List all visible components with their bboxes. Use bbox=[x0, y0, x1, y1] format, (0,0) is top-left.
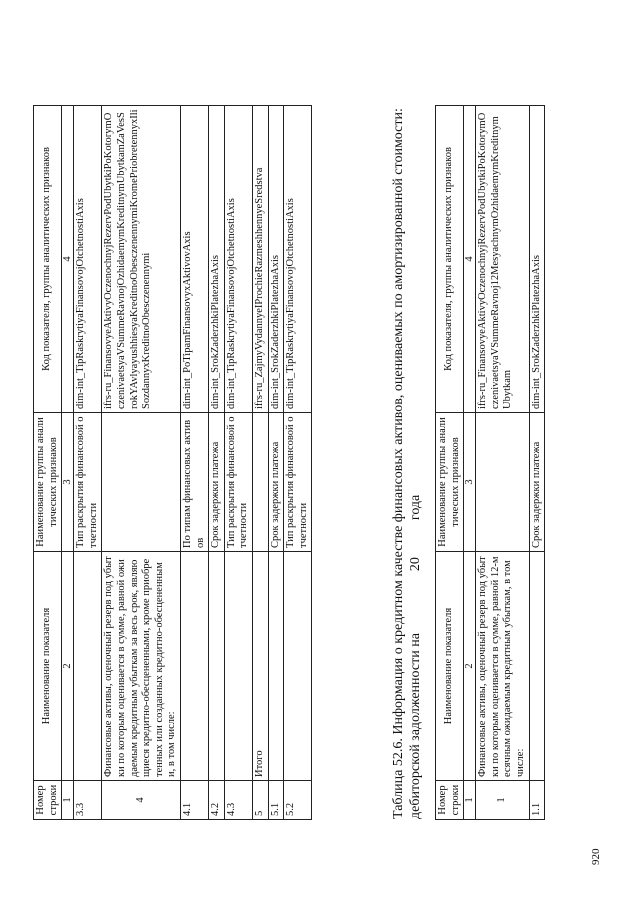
table-row bbox=[252, 106, 268, 820]
column-number: 3 bbox=[62, 413, 74, 552]
header-group-name: Наименование группы аналитических признаков bbox=[34, 413, 62, 552]
row-number: 5.1 bbox=[268, 781, 284, 820]
table-row bbox=[529, 106, 545, 820]
caption-line-2 bbox=[407, 59, 424, 819]
group-name bbox=[252, 413, 268, 552]
column-number: 3 bbox=[464, 413, 476, 552]
indicator-name: Финансовые активы, оценочный резерв под убытки по которым оценивается в сумме, равной 12-месячным ожидаемым кредитным убыткам, в том числе: bbox=[476, 552, 529, 781]
group-name: Тип раскрытия финансовой отчетности bbox=[74, 413, 102, 552]
indicator-name bbox=[209, 552, 225, 781]
group-name: Тип раскрытия финансовой отчетности bbox=[284, 413, 312, 552]
table-row bbox=[102, 106, 181, 820]
row-number: 5 bbox=[252, 781, 268, 820]
table-caption bbox=[390, 59, 424, 819]
column-number: 2 bbox=[464, 552, 476, 781]
caption-year-word: года bbox=[408, 494, 423, 521]
indicator-code: dim-int_PoTipamFinansovyxAktivovAxis bbox=[180, 106, 208, 413]
group-name: По типам финансовых активов bbox=[180, 413, 208, 552]
table-header-row bbox=[34, 106, 62, 820]
indicator-code: dim-int_TipRaskrytiyaFinansovojOtchetnostiAxis bbox=[224, 106, 252, 413]
header-indicator-name: Наименование показателя bbox=[34, 552, 62, 781]
row-number: 4.2 bbox=[209, 781, 225, 820]
table-row bbox=[268, 106, 284, 820]
row-number: 3.3 bbox=[74, 781, 102, 820]
indicator-name bbox=[224, 552, 252, 781]
indicator-code: ifrs-ru_FinansovyeAktivyOczenochnyjRezervPodUbytkiPoKotorymOczenivaetsyaVSummeRavnojOzhidaemymKreditnymUbytkamZaVesSrokYAvlyayushhiesyaKreditnoObesczenennymiKromePriobretennyxIliSozdannyxKreditnoObesczenennymi bbox=[102, 106, 181, 413]
header-group-name: Наименование группы аналитических признаков bbox=[436, 413, 464, 552]
group-name: Срок задержки платежа bbox=[209, 413, 225, 552]
header-code: Код показателя, группы аналитических признаков bbox=[34, 106, 62, 413]
column-number: 1 bbox=[62, 781, 74, 820]
row-number: 4.3 bbox=[224, 781, 252, 820]
column-numbers-row bbox=[464, 106, 476, 820]
indicator-name: Финансовые активы, оценочный резерв под убытки по которым оценивается в сумме, равной ожидаемым кредитным убыткам за весь срок, являющиеся кредитно-обесцененными, кроме приобретенных или созданных кредитно-обесцененными, в том числе: bbox=[102, 552, 181, 781]
column-number: 1 bbox=[464, 781, 476, 820]
indicators-table bbox=[33, 105, 312, 820]
indicator-code: ifrs-ru_FinansovyeAktivyOczenochnyjRezervPodUbytkiPoKotorymOczenivaetsyaVSummeRavnoj12MesyachnymOzhidaemymKreditnymUbytkam bbox=[476, 106, 529, 413]
caption-line-1: Таблица 52.6. Информация о кредитном качестве финансовых активов, оцениваемых по амортизированной стоимости: bbox=[391, 108, 406, 819]
table-header-row bbox=[436, 106, 464, 820]
row-number: 1.1 bbox=[529, 781, 545, 820]
group-name: Тип раскрытия финансовой отчетности bbox=[224, 413, 252, 552]
indicator-code: dim-int_TipRaskrytiyaFinansovojOtchetnostiAxis bbox=[284, 106, 312, 413]
header-indicator-name: Наименование показателя bbox=[436, 552, 464, 781]
column-number: 4 bbox=[464, 106, 476, 413]
table-row bbox=[209, 106, 225, 820]
indicator-name bbox=[284, 552, 312, 781]
row-number: 4 bbox=[102, 781, 181, 820]
indicator-code: ifrs-ru_ZajmyVydannyeIProchieRazmeshhennyeSredstva bbox=[252, 106, 268, 413]
indicator-code: dim-int_SrokZaderzhkiPlatezhaAxis bbox=[209, 106, 225, 413]
column-number: 2 bbox=[62, 552, 74, 781]
credit-quality-table bbox=[435, 105, 545, 820]
caption-line-2-text: дебиторской задолженности на bbox=[408, 633, 423, 819]
group-name bbox=[102, 413, 181, 552]
indicator-code: dim-int_SrokZaderzhkiPlatezhaAxis bbox=[529, 106, 545, 413]
table-row bbox=[224, 106, 252, 820]
indicator-name bbox=[529, 552, 545, 781]
row-number: 1 bbox=[476, 781, 529, 820]
indicator-code: dim-int_TipRaskrytiyaFinansovojOtchetnostiAxis bbox=[74, 106, 102, 413]
header-row-number: Номер строки bbox=[34, 781, 62, 820]
table-row bbox=[284, 106, 312, 820]
indicator-code: dim-int_SrokZaderzhkiPlatezhaAxis bbox=[268, 106, 284, 413]
indicator-name bbox=[180, 552, 208, 781]
header-row-number: Номер строки bbox=[436, 781, 464, 820]
row-number: 5.2 bbox=[284, 781, 312, 820]
row-number: 4.1 bbox=[180, 781, 208, 820]
indicator-name: Итого bbox=[252, 552, 268, 781]
column-number: 4 bbox=[62, 106, 74, 413]
group-name bbox=[476, 413, 529, 552]
page-number: 920 bbox=[590, 848, 602, 865]
group-name: Срок задержки платежа bbox=[268, 413, 284, 552]
indicator-name bbox=[268, 552, 284, 781]
group-name: Срок задержки платежа bbox=[529, 413, 545, 552]
table-row bbox=[74, 106, 102, 820]
table-row bbox=[180, 106, 208, 820]
indicator-name bbox=[74, 552, 102, 781]
column-numbers-row bbox=[62, 106, 74, 820]
table-row bbox=[476, 106, 529, 820]
caption-year-prefix: 20 bbox=[408, 557, 423, 572]
header-code: Код показателя, группы аналитических признаков bbox=[436, 106, 464, 413]
